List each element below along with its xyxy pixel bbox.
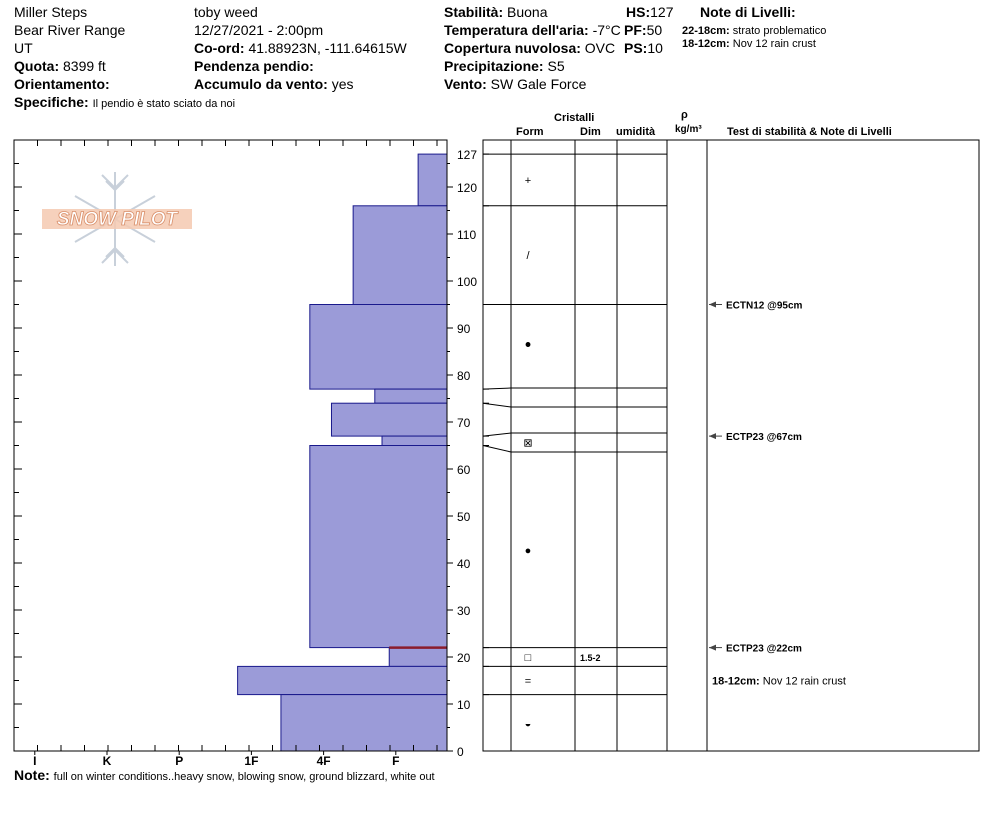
specifics-value: Il pendio è stato sciato da noi [92,98,236,110]
grain-size-8: 1.5-2 [580,653,601,663]
note-label: Note: [14,767,50,783]
ps-label: PS: [624,40,648,56]
height-label: 90 [457,322,471,336]
test-arrow-icon [709,433,716,439]
wind-label: Vento: [444,76,487,92]
observer: toby weed [194,4,258,20]
coord-value: 41.88923N, -111.64615W [248,40,407,56]
height-label: 80 [457,369,471,383]
grain-form-3: • [524,334,532,355]
density-unit-header: kg/m³ [675,124,702,135]
hardness-label-1F: 1F [244,754,259,768]
note-text: full on winter conditions..heavy snow, blowing snow, ground blizzard, white out [53,771,435,783]
height-label: 0 [457,745,464,759]
grain-form-7: ● [524,544,532,557]
height-label: 40 [457,557,471,571]
hardness-bar-2 [353,206,447,305]
location: Miller Steps [14,4,88,20]
hardness-label-I: I [33,754,37,768]
coord-label: Co-ord: [194,40,245,56]
layer-note-2-text: Nov 12 rain crust [732,38,816,50]
layer-note-2-range: 18-12cm: [682,38,730,50]
test-arrow-icon [709,302,716,308]
hardness-label-K: K [102,754,112,768]
height-label: 70 [457,416,471,430]
crystals-header: Cristalli [554,112,595,124]
precip-value: S5 [547,58,565,74]
logo-text: SNOW PILOT [56,209,178,230]
height-label: 110 [457,228,477,242]
aspect-label: Orientamento: [14,76,110,92]
wind-value: SW Gale Force [490,76,587,92]
tests-header: Test di stabilità & Note di Livelli [727,126,892,138]
state: UT [14,40,33,56]
height-label: 50 [457,510,471,524]
grain-form-1: + [524,174,532,187]
hardness-label-P: P [175,754,184,768]
humidity-header: umidità [616,126,656,138]
hardness-bar-3 [310,305,447,390]
grain-form-8: □ [524,652,532,664]
height-label: 60 [457,463,471,477]
hardness-bar-8 [389,648,447,667]
height-label: 10 [457,698,471,712]
grain-form-2: / [526,250,530,263]
air-temp-label: Temperatura dell'aria: [444,22,589,38]
specifics-label: Specifiche: [14,94,89,110]
cloud-value: OVC [584,40,616,56]
hardness-bar-4 [375,389,447,403]
grain-form-10: ◒ [524,717,532,730]
hardness-bars [238,154,447,751]
hardness-bar-5 [331,403,447,436]
hardness-bar-1 [418,154,447,206]
elevation-label: Quota: [14,58,60,74]
stability-test-3: ECTP23 @22cm [726,643,802,655]
hs-value: 127 [650,4,674,20]
hs-label: HS: [626,4,651,20]
stability-test-1: ECTN12 @95cm [726,300,803,312]
elevation-value: 8399 ft [63,58,106,74]
height-label: 120 [457,181,478,195]
profile-grid [483,140,979,751]
footer-note [14,767,435,784]
grain-form-6: ⊠ [523,437,533,450]
air-temp-value: -7°C [592,22,621,38]
ps-value: 10 [647,40,663,56]
hardness-label-F: F [392,754,400,768]
hardness-label-4F: 4F [316,754,331,768]
layer-note-1-range: 22-18cm: [682,25,730,37]
height-label: 20 [457,651,471,665]
height-label: 30 [457,604,471,618]
datetime: 12/27/2021 - 2:00pm [194,22,324,38]
profile-frame [483,140,979,751]
hardness-bar-9 [238,666,447,694]
slope-label: Pendenza pendio: [194,58,314,74]
rho-header: ρ [681,109,688,121]
height-label: 100 [457,275,478,289]
dim-header: Dim [580,126,601,138]
test-arrow-icon [709,645,716,651]
layer-connector [483,403,511,407]
precip-label: Precipitazione: [444,58,544,74]
pf-label: PF: [624,22,647,38]
layer-note-1-text: strato problematico [732,25,827,37]
stability-test-2: ECTP23 @67cm [726,432,802,444]
cloud-label: Copertura nuvolosa: [444,40,581,56]
total-height-label: 127 [457,148,478,163]
form-header: Form [516,126,544,138]
snowpilot-logo [42,172,192,266]
wind-loading-label: Accumulo da vento: [194,76,328,92]
pf-value: 50 [646,22,663,38]
grain-form-9: = [524,675,532,688]
wind-loading-value: yes [331,76,354,92]
hardness-bar-7 [310,446,447,648]
hardness-bar-10 [281,695,447,751]
stability-label: Stabilità: [444,4,504,20]
profile-note-1: 18-12cm: Nov 12 rain crust [712,675,846,688]
layer-connector [483,446,511,453]
range: Bear River Range [14,22,126,38]
hardness-bar-6 [382,436,447,445]
stability-value: Buona [507,4,548,20]
layer-notes-title: Note di Livelli: [700,4,796,20]
